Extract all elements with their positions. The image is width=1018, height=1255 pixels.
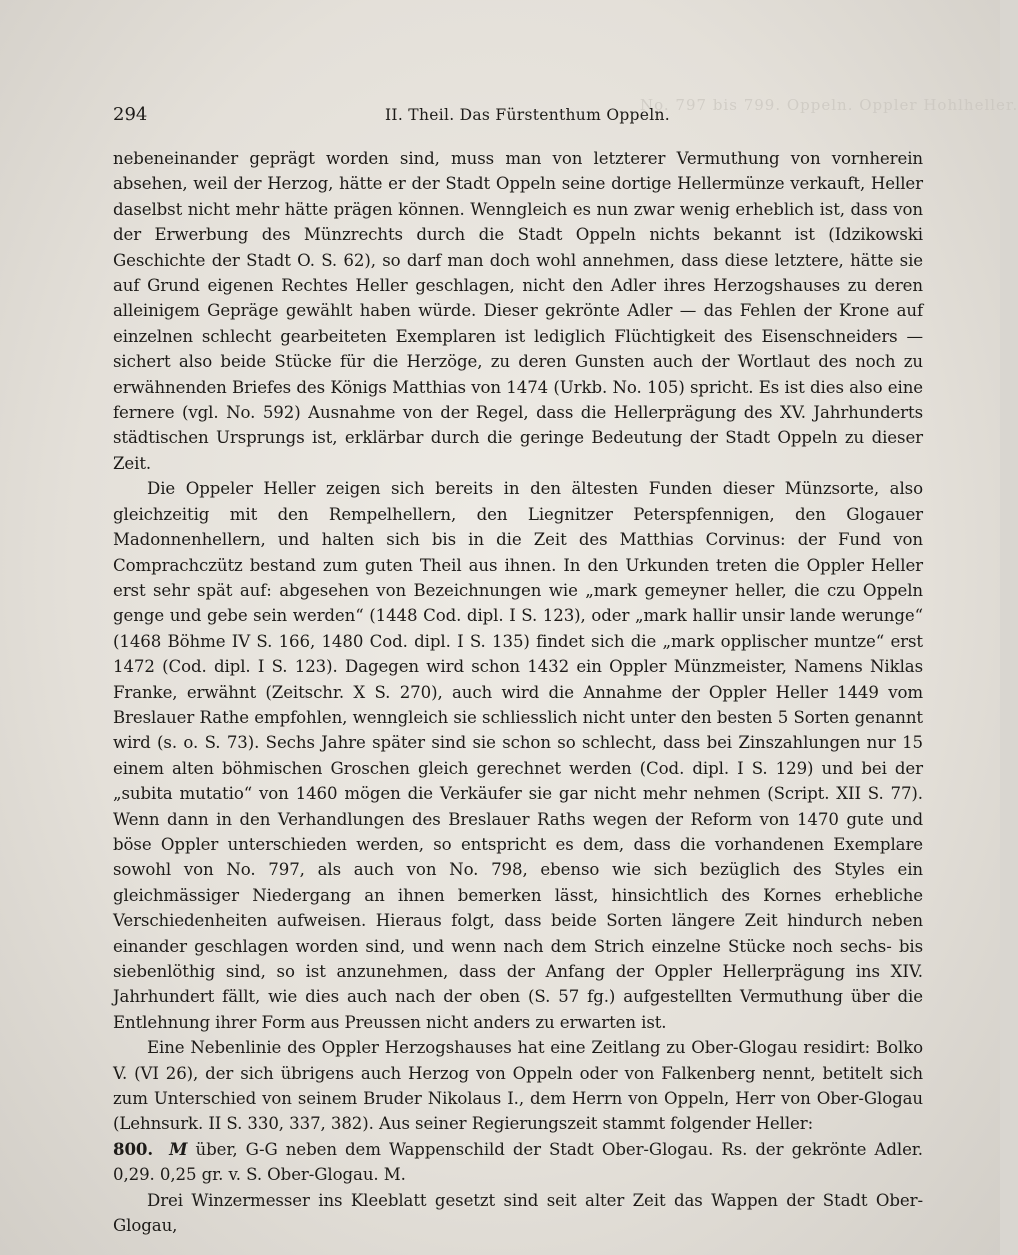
bleed-through-text: No. 797 bis 799. Oppeln. Oppler Hohlheller. bbox=[640, 96, 1018, 114]
catalog-entry-800 bbox=[113, 1137, 923, 1188]
body-text bbox=[113, 146, 923, 1238]
paragraph-3: Eine Nebenlinie des Oppler Herzogshauses hat eine Zeitlang zu Ober-Glogau residirt: Bolko V. (VI 26), der sich übrigens auch Herzog von Oppeln oder von Falkenberg nennt, betitelt sich zum Unterschied von seinem Bruder Nikolaus I., dem Herrn von Oppeln, Herr von Ober-Glogau (Lehnsurk. II S. 330, 337, 382). Aus seiner Regierungszeit stammt folgender Heller: bbox=[113, 1038, 923, 1134]
entry-mark: M bbox=[169, 1138, 188, 1159]
paragraph-1: nebeneinander geprägt worden sind, muss man von letzterer Vermuthung von vornherein absehen, weil der Herzog, hätte er der Stadt Oppeln seine dortige Hellermünze verkauft, Heller daselbst nicht mehr hätte prägen können. Wenngleich es nun zwar wenig erheblich ist, dass von der Erwerbung des Münzrechts durch die Stadt Oppeln nichts bekannt ist (Idzikowski Geschichte der Stadt O. S. 62), so darf man doch wohl annehmen, dass diese letztere, hätte sie auf Grund eigenen Rechtes Heller geschlagen, nicht den Adler ihres Herzogshauses zu deren alleinigem Gepräge gewählt haben würde. Dieser gekrönte Adler — das Fehlen der Krone auf einzelnen schlecht gearbeiteten Exemplaren ist lediglich Flüchtigkeit des Eisenschneiders — sichert also beide Stücke für die Herzöge, zu deren Gunsten auch der Wortlaut des noch zu erwähnenden Briefes des Königs Matthias von 1474 (Urkb. No. 105) spricht. Es ist dies also eine fernere (vgl. No. 592) Ausnahme von der Regel, dass die Hellerprägung des XV. Jahrhunderts städtischen Ursprungs ist, erklärbar durch die geringe Bedeutung der Stadt Oppeln zu dieser Zeit. bbox=[113, 149, 923, 473]
running-head: II. Theil. Das Fürstenthum Oppeln. bbox=[385, 106, 671, 124]
paragraph-2: Die Oppeler Heller zeigen sich bereits in den ältesten Funden dieser Münzsorte, also gleichzeitig mit den Rempelhellern, den Liegnitzer Peterspfennigen, den Glogauer Madonnenhellern, und halten sich bis in die Zeit des Matthias Corvinus: der Fund von Comprachczütz bestand zum guten Theil aus ihnen. In den Urkunden treten die Oppler Heller erst sehr spät auf: abgesehen von Bezeichnungen wie „mark gemeyner heller, die czu Oppeln genge und gebe sein werden“ (1448 Cod. dipl. I S. 123), oder „mark hallir unsir lande werunge“ (1468 Böhme IV S. 166, 1480 Cod. dipl. I S. 135) findet sich die „mark opplischer muntze“ erst 1472 (Cod. dipl. I S. 123). Dagegen wird schon 1432 ein Oppler Münzmeister, Namens Niklas Franke, erwähnt (Zeitschr. X S. 270), auch wird die Annahme der Oppler Heller 1449 vom Breslauer Rathe empfohlen, wenngleich sie schliesslich nicht unter den besten 5 Sorten genannt wird (s. o. S. 73). Sechs Jahre später sind sie schon so schlecht, dass bei Zinszahlungen nur 15 einem alten böhmischen Groschen gleich gerechnet werden (Cod. dipl. I S. 129) und bei der „subita mutatio“ von 1460 mögen die Verkäufer sie gar nicht mehr nehmen (Script. XII S. 77). Wenn dann in den Verhandlungen des Breslauer Raths wegen der Reform von 1470 gute und böse Oppler unterschieden werden, so entspricht es dem, dass die vorhandenen Exemplare sowohl von No. 797, als auch von No. 798, ebenso wie sich bezüglich des Styles ein gleichmässiger Niedergang an ihnen bemerken lässt, hinsichtlich des Kornes erhebliche Verschiedenheiten aufweisen. Hieraus folgt, dass beide Sorten längere Zeit hindurch neben einander geschlagen worden sind, und wenn nach dem Strich einzelne Stücke noch sechs- bis siebenlöthig sind, so ist anzunehmen, dass der Anfang der Oppler Hellerprägung ins XIV. Jahrhundert fällt, wie dies auch nach der oben (S. 57 fg.) aufgestellten Vermuthung über die Entlehnung ihrer Form aus Preussen nicht anders zu erwarten ist. bbox=[113, 479, 923, 1032]
entry-description: über, G-G neben dem Wappenschild der Stadt Ober-Glogau. Rs. der gekrönte Adler. 0,29. 0,25 gr. v. S. Ober-Glogau. M. bbox=[113, 1139, 923, 1185]
page-header bbox=[113, 104, 923, 130]
page-number: 294 bbox=[113, 104, 148, 125]
entry-number: 800. bbox=[113, 1138, 154, 1159]
closing-paragraph: Drei Winzermesser ins Kleeblatt gesetzt sind seit alter Zeit das Wappen der Stadt Ober-Glogau, bbox=[113, 1190, 923, 1236]
